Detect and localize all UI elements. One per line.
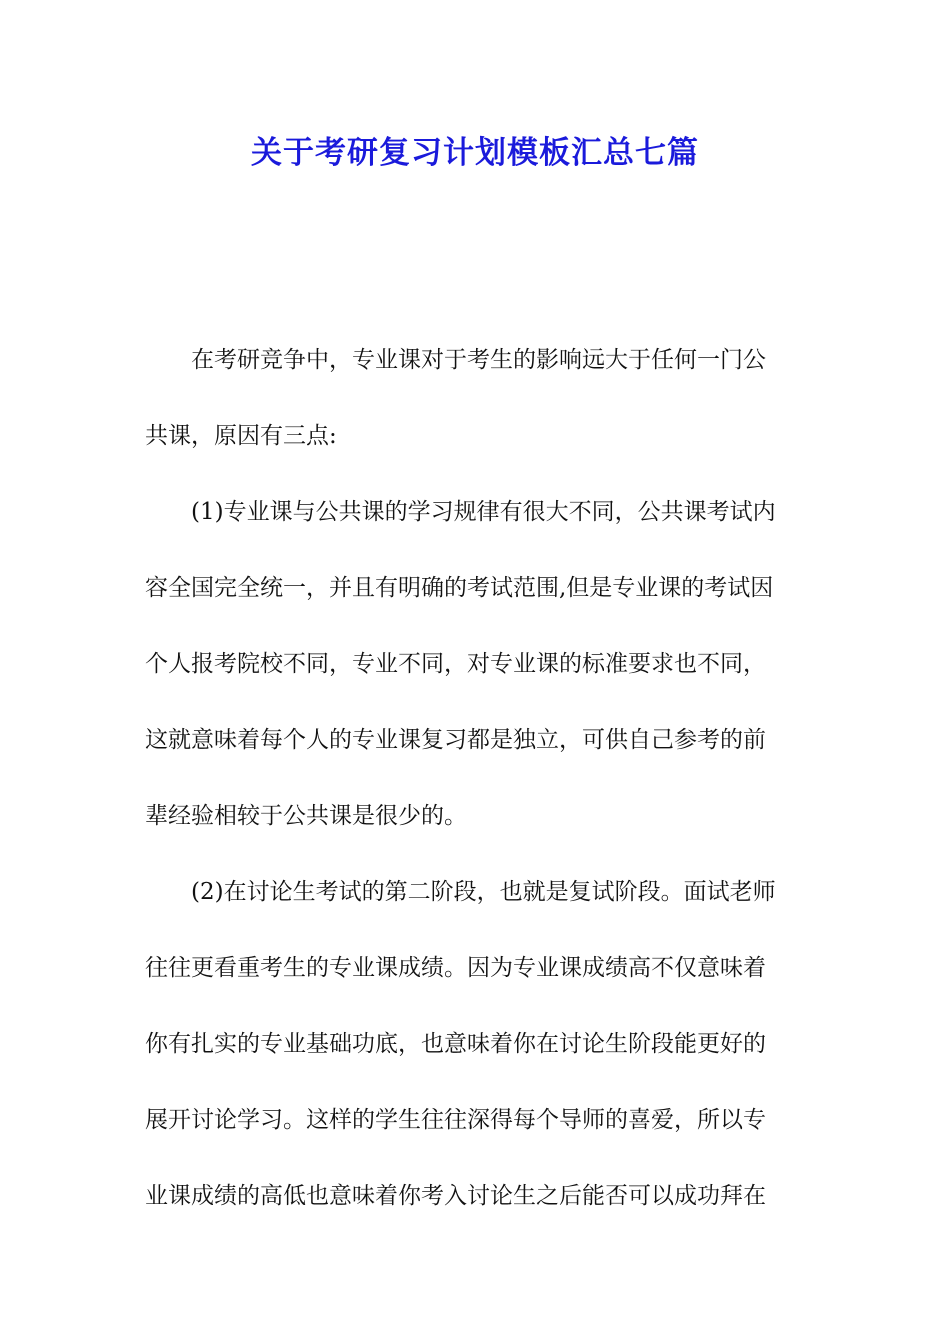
paragraph-line: 展开讨论学习。这样的学生往往深得每个导师的喜爱，所以专	[145, 1107, 766, 1133]
paragraph-line: 共课，原因有三点:	[145, 423, 337, 449]
document-body	[145, 336, 807, 1248]
paragraph-line: 个人报考院校不同，专业不同，对专业课的标准要求也不同，	[145, 651, 766, 677]
paragraph-line: (2)在讨论生考试的第二阶段，也就是复试阶段。面试老师	[191, 879, 776, 905]
paragraph-line: 辈经验相较于公共课是很少的。	[145, 803, 467, 829]
paragraph-line: 容全国完全统一，并且有明确的考试范围,但是专业课的考试因	[145, 575, 774, 601]
paragraph-line: 这就意味着每个人的专业课复习都是独立，可供自己参考的前	[145, 727, 766, 753]
document-title: 关于考研复习计划模板汇总七篇	[251, 135, 699, 171]
paragraph-line: 往往更看重考生的专业课成绩。因为专业课成绩高不仅意味着	[145, 955, 766, 981]
paragraph-line: 你有扎实的专业基础功底，也意味着你在讨论生阶段能更好的	[145, 1031, 766, 1057]
paragraph-line: (1)专业课与公共课的学习规律有很大不同，公共课考试内	[191, 499, 776, 525]
paragraph-line: 业课成绩的高低也意味着你考入讨论生之后能否可以成功拜在	[145, 1183, 766, 1209]
paragraph-line: 在考研竞争中，专业课对于考生的影响远大于任何一门公	[191, 347, 766, 373]
